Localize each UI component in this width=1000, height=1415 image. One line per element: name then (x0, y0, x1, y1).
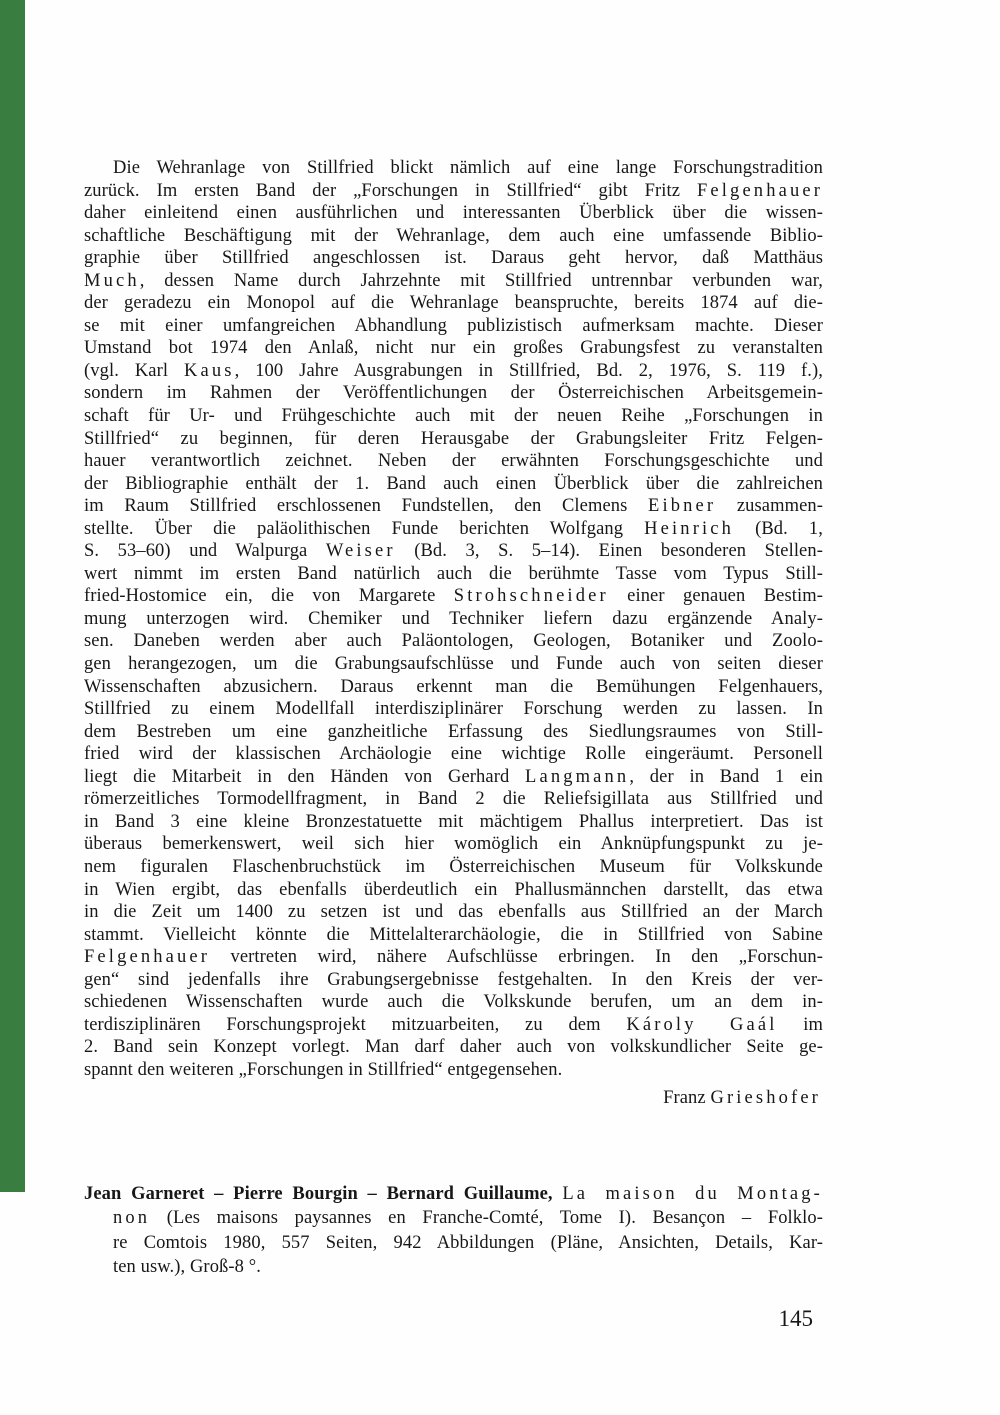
text-run: S. 53–60) und Walpurga (84, 541, 326, 562)
bibliography-entry (84, 1182, 823, 1280)
text-line (84, 991, 823, 1014)
text-run: im (777, 1014, 823, 1035)
text-run: überaus bemerkenswert, weil sich hier womöglich ein Anknüpfungspunkt zu je- (84, 834, 823, 855)
letterspaced-name: Much (84, 270, 140, 291)
text-run: Wissenschaften abzusichern. Daraus erkennt man die Bemühungen Felgenhauers, (84, 676, 823, 697)
text-run: (Bd. 1, (734, 518, 823, 539)
letterspaced-name: Heinrich (644, 518, 735, 539)
text-run: spannt den weiteren „Forschungen in Stillfried“ entgegensehen. (84, 1059, 563, 1080)
text-line (84, 879, 823, 902)
text-line (84, 698, 823, 721)
text-line (84, 676, 823, 699)
text-run: re Comtois 1980, 557 Seiten, 942 Abbildungen (Pläne, Ansichten, Details, Kar- (113, 1232, 823, 1253)
text-line (84, 495, 823, 518)
text-column (84, 157, 823, 1336)
text-line (84, 1231, 823, 1256)
text-line (84, 270, 823, 293)
text-run: in Wien ergibt, das ebenfalls überdeutlich ein Phallusmännchen darstellt, das etwa (84, 879, 823, 900)
text-run: zurück. Im ersten Band der „Forschungen in Stillfried“ gibt Fritz (84, 180, 697, 201)
text-run: der geradezu ein Monopol auf die Wehranlage beanspruchte, bereits 1874 auf die- (84, 293, 823, 314)
text-run: graphie über Stillfried angeschlossen ist. Daraus geht hervor, daß Matthäus (84, 248, 823, 269)
text-line (84, 428, 823, 451)
text-run: sen. Daneben werden aber auch Paläontologen, Geologen, Botaniker und Zoolo- (84, 631, 823, 652)
text-line (84, 969, 823, 992)
text-run: nem figuralen Flaschenbruchstück im Österreichischen Museum für Volkskunde (84, 856, 823, 877)
text-run: in Band 3 eine kleine Bronzestatuette mit mächtigem Phallus interpretiert. Das ist (84, 811, 823, 832)
text-run: dem Bestreben um eine ganzheitliche Erfassung des Siedlungsraumes von Still- (84, 721, 823, 742)
text-run: vertreten wird, nähere Aufschlüsse erbringen. In den „Forschun- (210, 947, 823, 968)
text-run: liegt die Mitarbeit in den Händen von Gerhard (84, 766, 526, 787)
letterspaced-name: Károly Gaál (626, 1014, 778, 1035)
letterspaced-name: Langmann (525, 766, 630, 787)
text-line (84, 766, 823, 789)
letterspaced-name: Grieshofer (710, 1088, 821, 1109)
text-line (84, 946, 823, 969)
text-run: einer genauen Bestim- (608, 586, 823, 607)
text-run: , dessen Name durch Jahrzehnte mit Stillfried untrennbar verbunden war, (139, 270, 823, 291)
text-line (84, 450, 823, 473)
text-run: der Bibliographie enthält der 1. Band auch einen Überblick über die zahlreichen (84, 473, 823, 494)
text-run: 2. Band sein Konzept vorlegt. Man darf daher auch von volkskundlicher Seite ge- (84, 1037, 823, 1058)
letterspaced-name: Weiser (325, 541, 396, 562)
text-run: (vgl. Karl (84, 360, 184, 381)
text-run: se mit einer umfangreichen Abhandlung publizistisch aufmerksam machte. Dieser (84, 315, 823, 336)
text-run: Die Wehranlage von Stillfried blickt nämlich auf eine lange Forschungstradition (113, 158, 823, 178)
text-run: im Raum Stillfried erschlossenen Fundstellen, den Clemens (84, 496, 649, 517)
text-line (84, 1059, 823, 1082)
letterspaced-name: Kaus (183, 360, 235, 381)
text-run: Franz (663, 1088, 711, 1109)
text-run: gen“ sind jedenfalls ihre Grabungsergebnisse festgehalten. In den Kreis der ver- (84, 969, 823, 990)
letterspaced-name: Eibner (648, 496, 717, 517)
text-run: Umstand bot 1974 den Anlaß, nicht nur ein großes Grabungsfest zu veranstalten (84, 338, 823, 359)
text-line (84, 202, 823, 225)
text-line (84, 1014, 823, 1037)
text-line (84, 585, 823, 608)
text-run: terdisziplinären Forschungsprojekt mitzuarbeiten, zu dem (84, 1014, 627, 1035)
text-run: römerzeitliches Tormodellfragment, in Band 2 die Reliefsigillata aus Stillfried und (84, 789, 823, 810)
letterspaced-name: non (113, 1208, 151, 1229)
reviewer-signature (84, 1087, 823, 1110)
text-run: daher einleitend einen ausführlichen und interessanten Überblick über die wissen- (84, 203, 823, 224)
text-run: hauer verantwortlich zeichnet. Neben der erwähnten Forschungsgeschichte und (84, 451, 823, 472)
text-run: ten usw.), Groß-8 °. (113, 1257, 261, 1278)
text-run: (Bd. 3, S. 5–14). Einen besonderen Stellen- (395, 541, 823, 562)
text-run: fried wird der klassischen Archäologie eine wichtige Rolle eingeräumt. Personell (84, 744, 823, 765)
text-run: gen herangezogen, um die Grabungsaufschlüsse und Funde auch von seiten dieser (84, 654, 823, 675)
text-run: sondern im Rahmen der Veröffentlichungen der Österreichischen Arbeitsgemein- (84, 383, 823, 404)
text-run: , der in Band 1 ein (629, 766, 823, 787)
text-line (84, 721, 823, 744)
text-line (84, 653, 823, 676)
text-run: (Les maisons paysannes en Franche-Comté, Tome I). Besançon – Folklo- (150, 1208, 823, 1229)
text-line (84, 743, 823, 766)
text-line (84, 157, 823, 180)
text-line (84, 180, 823, 203)
text-line (84, 360, 823, 383)
text-run: schiedenen Wissenschaften wurde auch die Volkskunde berufen, um an dem in- (84, 992, 823, 1013)
text-run: in die Zeit um 1400 zu setzen ist und das ebenfalls aus Stillfried an der March (84, 902, 823, 923)
text-run: schaftliche Beschäftigung mit der Wehranlage, dem auch eine umfassende Biblio- (84, 225, 823, 246)
bold-author-names: Jean Garneret – Pierre Bourgin – Bernard Guillaume, (84, 1183, 553, 1204)
text-line (84, 337, 823, 360)
text-line (84, 811, 823, 834)
letterspaced-name: La maison du Montag- (562, 1183, 823, 1204)
text-run: zusammen- (716, 496, 823, 517)
text-line (84, 315, 823, 338)
text-line (84, 1182, 823, 1207)
review-paragraph (84, 157, 823, 1081)
letterspaced-name: Felgenhauer (84, 947, 211, 968)
text-line (84, 833, 823, 856)
book-binding-edge (0, 0, 25, 1192)
text-run: stammt. Vielleicht könnte die Mittelalterarchäologie, die in Stillfried von Sabine (84, 924, 823, 945)
text-run: , 100 Jahre Ausgrabungen in Stillfried, Bd. 2, 1976, S. 119 f.), (234, 360, 823, 381)
page-number: 145 (778, 1305, 813, 1331)
letterspaced-name: Felgenhauer (696, 180, 823, 201)
text-line (84, 1206, 823, 1231)
text-line (84, 924, 823, 947)
text-line (84, 1087, 823, 1110)
text-line (84, 630, 823, 653)
text-run: Stillfried zu einem Modellfall interdisziplinärer Forschung werden zu lassen. In (84, 699, 823, 720)
text-line (84, 608, 823, 631)
text-run (553, 1184, 563, 1204)
text-line (84, 1036, 823, 1059)
text-run: stellte. Über die paläolithischen Funde berichten Wolfgang (84, 518, 645, 539)
text-line (84, 382, 823, 405)
text-run: mung unterzogen wird. Chemiker und Techniker liefern dazu ergänzende Analy- (84, 608, 823, 629)
text-line (84, 292, 823, 315)
text-line (84, 788, 823, 811)
text-line (84, 901, 823, 924)
text-line (84, 563, 823, 586)
text-line (84, 473, 823, 496)
text-line (84, 225, 823, 248)
text-run: fried-Hostomice ein, die von Margarete (84, 586, 454, 607)
text-line (84, 405, 823, 428)
text-run: schaft für Ur- und Frühgeschichte auch mit der neuen Reihe „Forschungen in (84, 406, 823, 427)
text-line (84, 247, 823, 270)
text-line (84, 540, 823, 563)
letterspaced-name: Strohschneider (453, 586, 609, 607)
text-line (84, 1255, 823, 1280)
text-line (84, 518, 823, 541)
text-run: wert nimmt im ersten Band natürlich auch die berühmte Tasse vom Typus Still- (84, 563, 823, 584)
text-run: Stillfried“ zu beginnen, für deren Herausgabe der Grabungsleiter Fritz Felgen- (84, 428, 823, 449)
text-line (84, 856, 823, 879)
